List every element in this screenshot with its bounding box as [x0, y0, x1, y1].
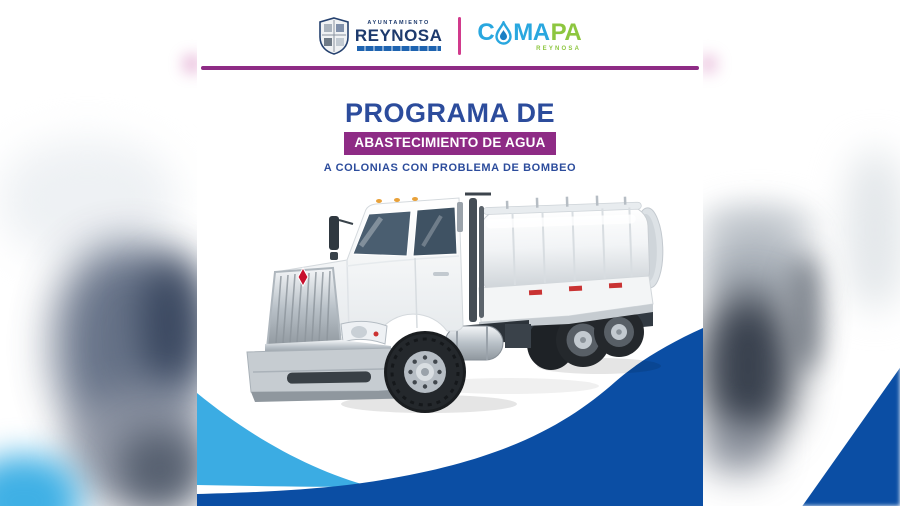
reynosa-wordmark: REYNOSA	[354, 26, 443, 46]
divider-line	[201, 66, 699, 70]
background-blur-blob	[0, 455, 80, 506]
comapa-sub-label: REYNOSA	[536, 45, 582, 52]
title-line-1: PROGRAMA DE	[344, 98, 555, 128]
background-blur-swoosh	[795, 362, 900, 506]
title-line-3: A COLONIAS CON PROBLEMA DE BOMBEO	[323, 161, 577, 174]
background-blur-blob	[140, 258, 202, 383]
title-block	[197, 98, 703, 174]
logo-divider	[458, 17, 461, 55]
background-blur-blob	[788, 255, 822, 371]
ayuntamiento-reynosa-logo	[319, 17, 443, 55]
ayuntamiento-wordmark	[355, 21, 443, 52]
water-drop-icon	[495, 21, 512, 45]
ayuntamiento-label: AYUNTAMIENTO	[367, 19, 430, 26]
comapa-logo	[477, 18, 582, 52]
water-truck-image	[229, 176, 673, 414]
background-blur-blob	[702, 418, 774, 476]
title-line-2-highlight: ABASTECIMIENTO DE AGUA	[344, 132, 555, 155]
comapa-letters-pa: PA	[550, 18, 582, 46]
comapa-wordmark	[477, 18, 582, 46]
background-blur-blob	[845, 150, 900, 310]
logos-row	[197, 0, 703, 60]
background-blur-blob	[0, 140, 175, 260]
background-blur-blob	[118, 430, 202, 506]
reynosa-crest-icon	[319, 17, 349, 55]
comapa-letter-c: C	[477, 18, 495, 46]
comapa-letters-ma: MA	[513, 18, 550, 46]
flyer-card	[197, 0, 703, 506]
reynosa-years-banner	[357, 46, 441, 51]
